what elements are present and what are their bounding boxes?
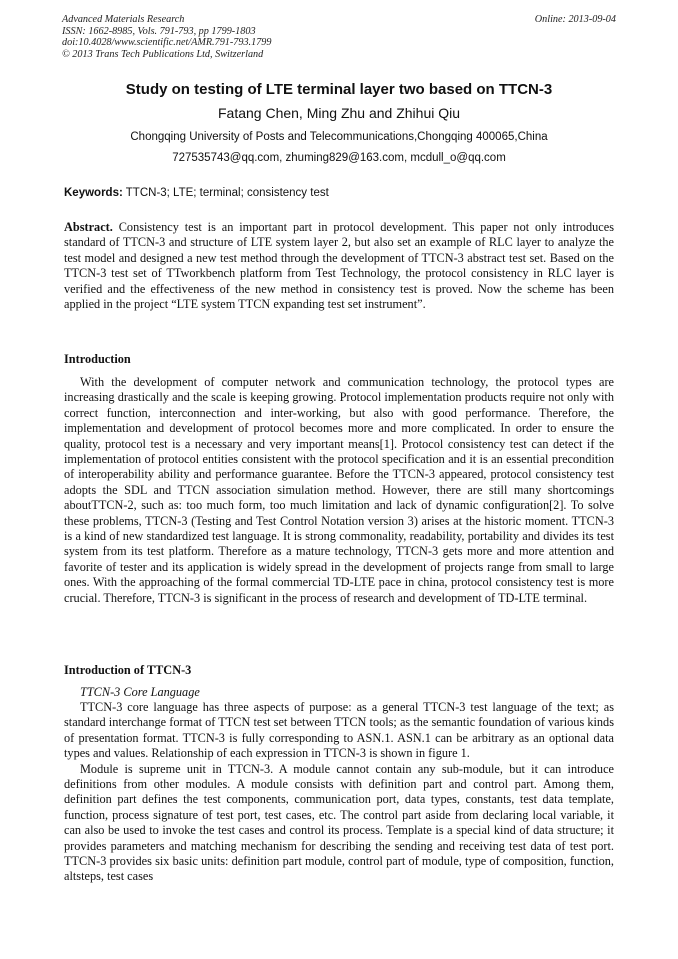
ttcn-paragraph-1: TTCN-3 core language has three aspects of purpose: as a general TTCN-3 test language of the text; as standard interchange format of TTCN test set between TTCN tools; as the semantic foundation of various kinds of presentation format. TTCN-3 is fully corresponding to ASN.1. ASN.1 can be arbitrary as an optional data types and values. Relationship of each expression in TTCN-3 is shown in figure 1. xyxy=(64,700,614,761)
keywords-line xyxy=(64,186,614,200)
author-list: Fatang Chen, Ming Zhu and Zhihui Qiu xyxy=(217,105,461,121)
introduction-paragraph: With the development of computer network and communication technology, the protocol types are increasing drastically and the scale is keeping growing. Protocol implementation products require not only with correct function, interconnection and inter-working, but also with good performance. Therefore, the implementation and development of protocol becomes more and more complicated. In order to ensure the quality, protocol test is a necessary and very important means[1]. Protocol consistency test can detect if the implementation of protocol entities consistent with the protocol specification and it is an essential precondition of interoperability ability and performance guarantee. Before the TTCN-3 appeared, protocol consistency test adopts the SDL and TTCN association simulation method. However, there are still many shortcomings aboutTTCN-2, such as: too much form, too much limitation and lack of dynamic configuration[2]. To solve these problems, TTCN-3 (Testing and Test Control Notation version 3) arises at the historic moment. TTCN-3 is a kind of new standardized test language. It is strong commonality, readability, portability and divides its test system from its test platform. Therefore as a mature technology, TTCN-3 gets more and more attention and favorite of tester and its application is widely spread in the development of projects range from small to large ones. With the approaching of the formal commercial TD-LTE pace in china, protocol consistency test is more crucial. Therefore, TTCN-3 is significant in the process of research and development of TD-LTE terminal. xyxy=(64,375,614,605)
introduction-heading: Introduction xyxy=(64,352,131,366)
affiliation: Chongqing University of Posts and Telecommunications,Chongqing 400065,China xyxy=(130,131,548,143)
journal-header xyxy=(62,14,616,60)
doi-line: doi:10.4028/www.scientific.net/AMR.791-793.1799 xyxy=(62,37,272,49)
abstract xyxy=(64,220,614,312)
keywords-text: TTCN-3; LTE; terminal; consistency test xyxy=(122,187,329,199)
copyright-line: © 2013 Trans Tech Publications Ltd, Switzerland xyxy=(62,48,264,60)
core-language-subheading: TTCN-3 Core Language xyxy=(80,685,200,699)
ttcn-section-body xyxy=(64,700,614,885)
ttcn-section-heading: Introduction of TTCN-3 xyxy=(64,663,192,677)
issn-line: ISSN: 1662-8985, Vols. 791-793, pp 1799-1803 xyxy=(62,25,256,37)
abstract-text: Consistency test is an important part in protocol development. This paper not only introduces standard of TTCN-3 and structure of LTE system layer 2, but also set an example of RLC layer to analyze the test model and designed a new test method through the development of TTCN-3 abstract test set. Based on the TTCN-3 test set of TTworkbench platform from Test Technology, the protocol consistency in RLC layer is verified and the effectiveness of the new method in consistency test is proved. Now the scheme has been applied in the project “LTE system TTCN expanding test set instrument”. xyxy=(64,220,614,312)
abstract-label: Abstract. xyxy=(64,220,113,234)
journal-name: Advanced Materials Research xyxy=(62,14,185,25)
ttcn-paragraph-2: Module is supreme unit in TTCN-3. A module cannot contain any sub-module, but it can introduce definitions from other modules. A module consists with definition part and control part. Among them, definition part defines the test components, communication port, data types, constants, test data template, function, process signature of test port, test cases, etc. The control part aside from declaring local variable, it can also be used to invoke the test cases and control its process. Template is a special kind of data structure; it provides parameters and matching mechanism for describing the sending and receiving test data of test port. TTCN-3 provides six basic units: definition part module, control part of module, type of composition, function, altsteps, test cases xyxy=(64,761,614,884)
keywords-label: Keywords: xyxy=(64,187,123,199)
introduction-body xyxy=(64,375,614,606)
author-emails: 727535743@qq.com, zhuming829@163.com, mcdull_o@qq.com xyxy=(172,152,506,164)
paper-title: Study on testing of LTE terminal layer two based on TTCN-3 xyxy=(125,81,553,98)
online-date: Online: 2013-09-04 xyxy=(534,14,616,25)
